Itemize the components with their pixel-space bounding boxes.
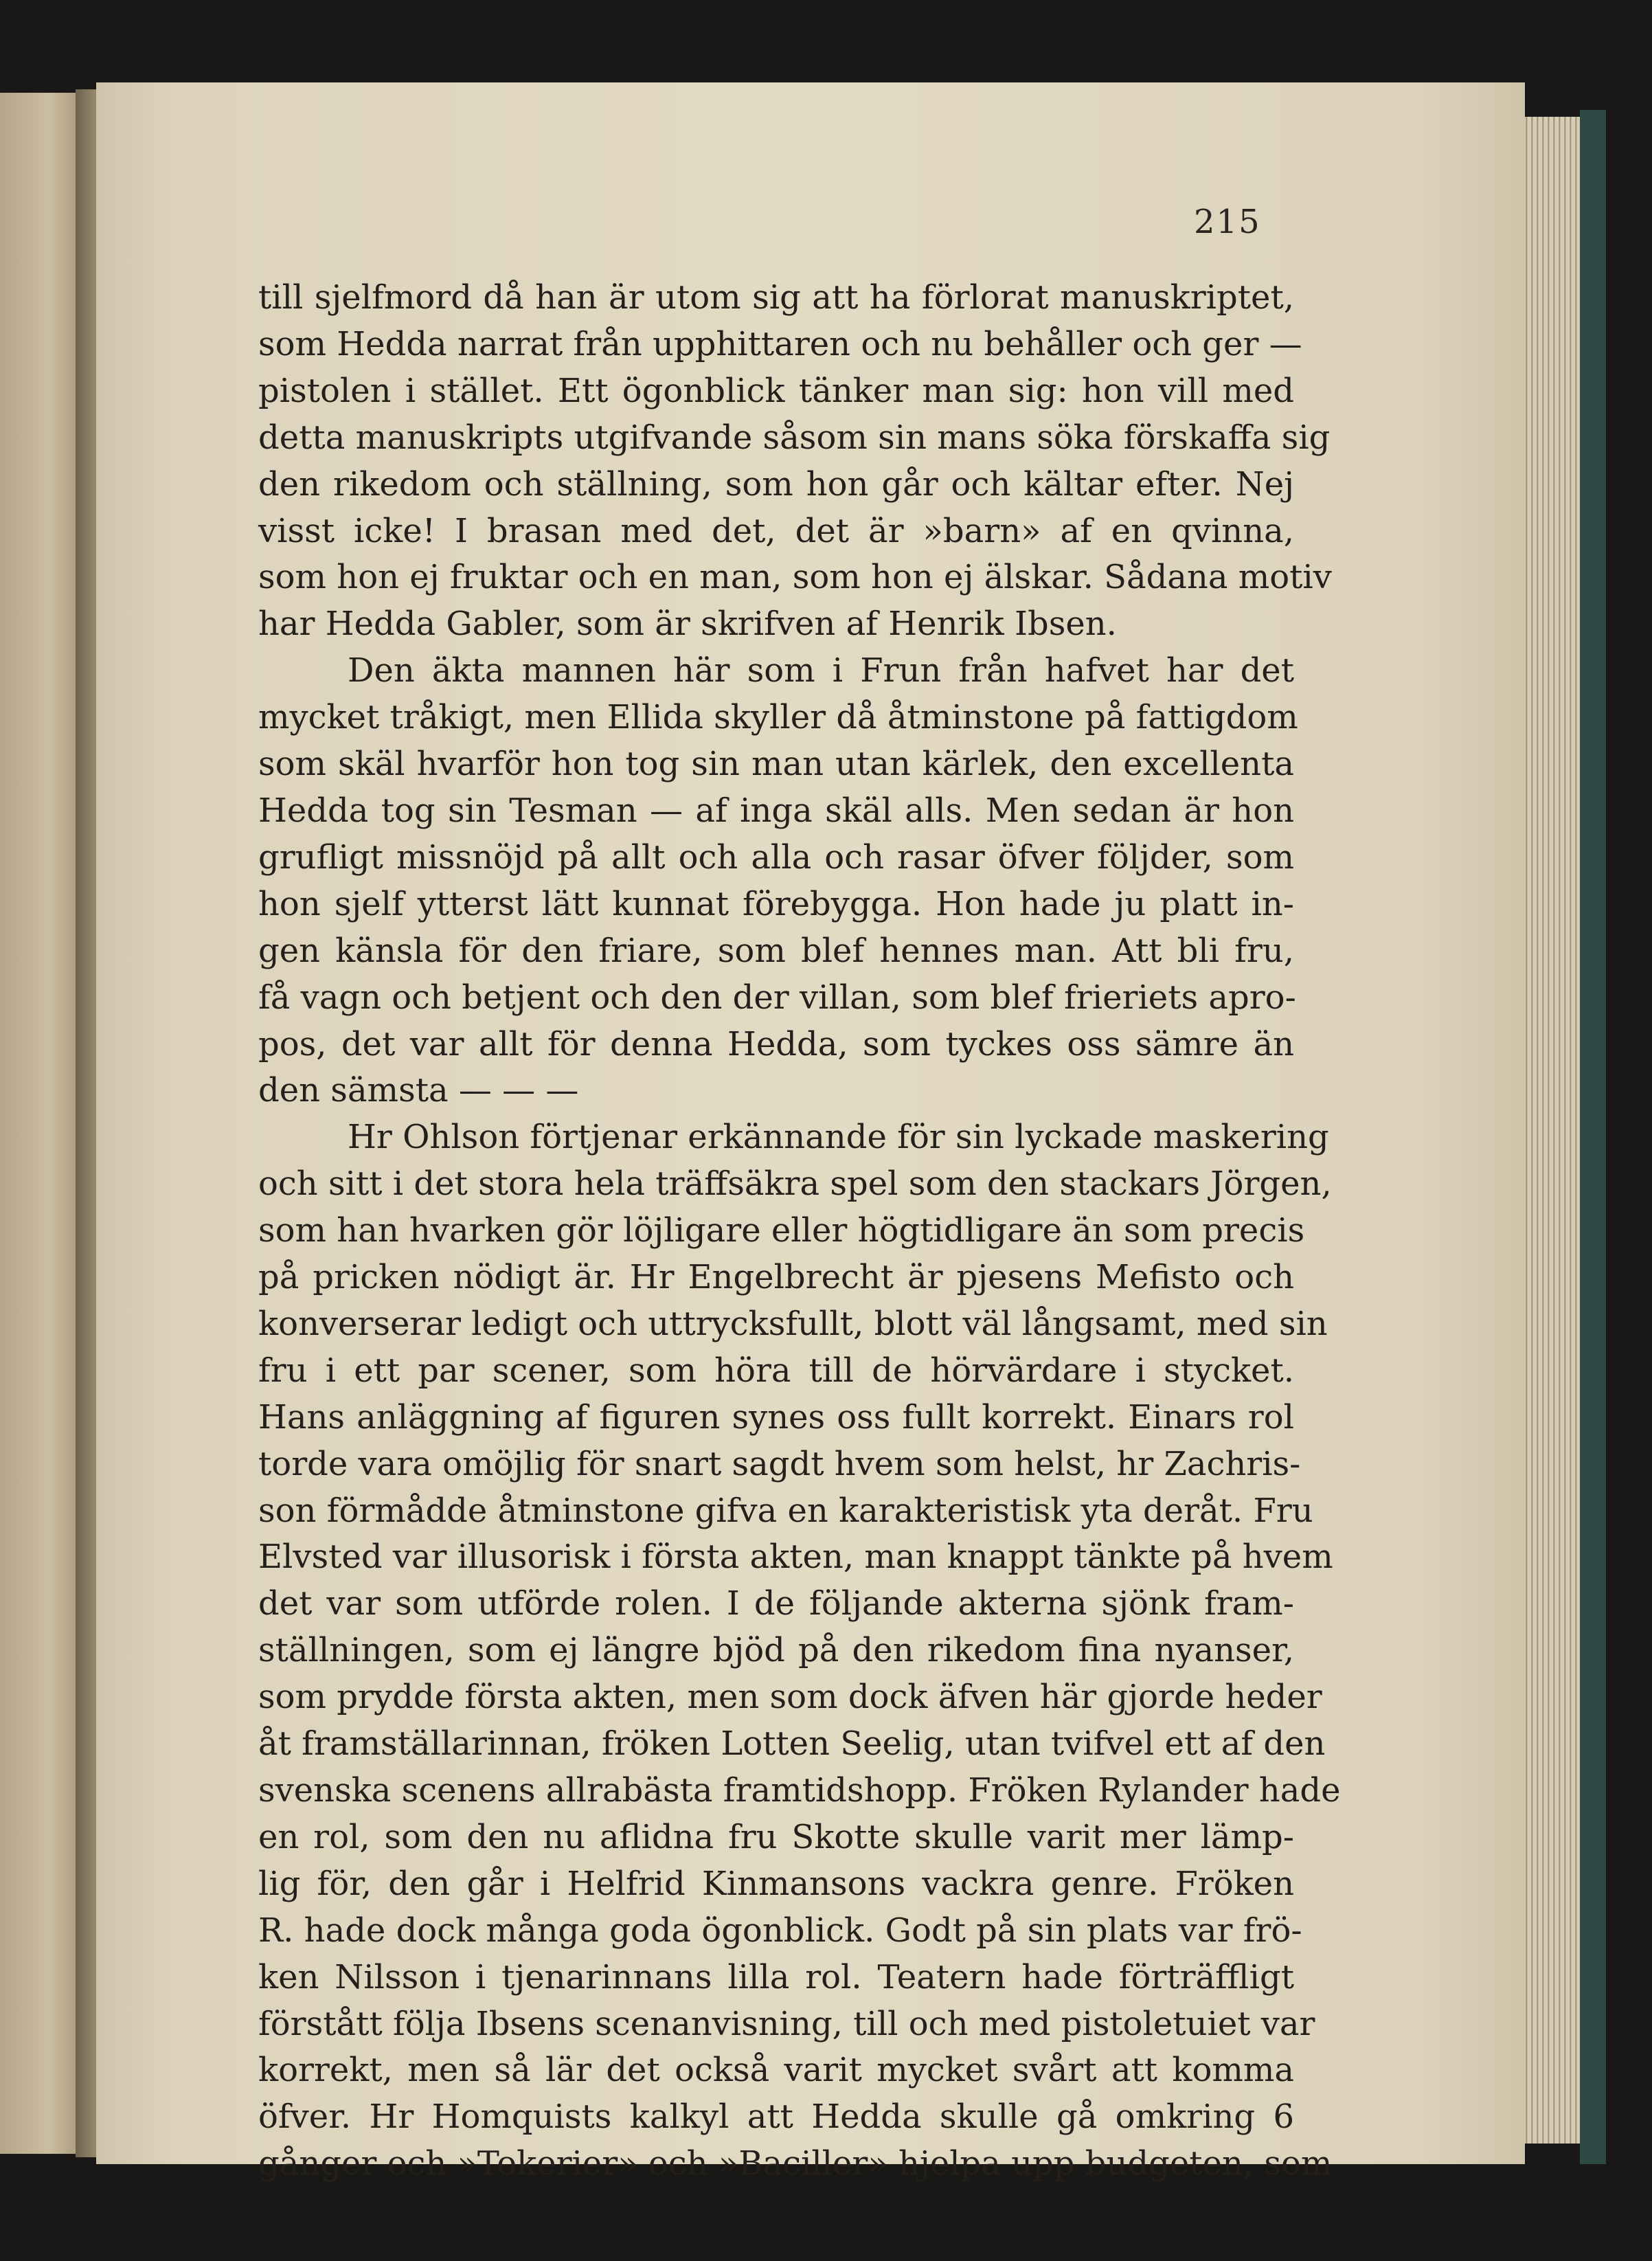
paragraph-start-line: Den äkta mannen här som i Frun från hafvet har det <box>348 651 1294 690</box>
text-line: visst icke! I brasan med det, det är »barn» af en qvinna, <box>258 511 1294 550</box>
text-line: den sämsta — — — <box>258 1071 579 1110</box>
text-line: R. hade dock många goda ögonblick. Godt på sin plats var frö- <box>258 1911 1302 1950</box>
text-line: konverserar ledigt och uttrycksfullt, blott väl långsamt, med sin <box>258 1304 1328 1343</box>
text-line: svenska scenens allrabästa framtidshopp. Fröken Rylander hade <box>258 1771 1341 1810</box>
page-number: 215 <box>1194 203 1261 241</box>
text-line: har Hedda Gabler, som är skrifven af Henrik Ibsen. <box>258 605 1117 644</box>
text-line: det var som utförde rolen. I de följande akterna sjönk fram- <box>258 1584 1294 1623</box>
text-line: som han hvarken gör löjligare eller högtidligare än som precis <box>258 1211 1305 1250</box>
text-line: hon sjelf ytterst lätt kunnat förebygga. Hon hade ju platt in- <box>258 884 1294 923</box>
text-line: Hedda tog sin Tesman — af inga skäl alls. Men sedan är hon <box>258 791 1294 830</box>
text-line: korrekt, men så lär det också varit mycket svårt att komma <box>258 2051 1294 2090</box>
text-line: åt framställarinnan, fröken Lotten Seelig, utan tvifvel ett af den <box>258 1724 1326 1764</box>
text-line: på pricken nödigt är. Hr Engelbrecht är pjesens Mefisto och <box>258 1258 1294 1297</box>
text-line: som hon ej fruktar och en man, som hon ej älskar. Sådana motiv <box>258 558 1332 597</box>
text-line: den rikedom och ställning, som hon går och kältar efter. Nej <box>258 464 1294 504</box>
text-line: torde vara omöjlig för snart sagdt hvem som helst, hr Zachris- <box>258 1444 1301 1483</box>
text-line: få vagn och betjent och den der villan, som blef frieriets apro- <box>258 978 1296 1017</box>
text-line: som skäl hvarför hon tog sin man utan kärlek, den excellenta <box>258 745 1294 784</box>
text-line: till sjelfmord då han är utom sig att ha förlorat manuskriptet, <box>258 278 1294 317</box>
text-line: som Hedda narrat från upphittaren och nu behåller och ger — <box>258 324 1302 363</box>
text-line: förstått följa Ibsens scenanvisning, till och med pistoletuiet var <box>258 2004 1315 2043</box>
text-line: grufligt missnöjd på allt och alla och rasar öfver följder, som <box>258 837 1294 877</box>
text-line: mycket tråkigt, men Ellida skyller då åtminstone på fattigdom <box>258 698 1298 737</box>
text-line: gen känsla för den friare, som blef hennes man. Att bli fru, <box>258 931 1294 970</box>
text-line: Elvsted var illusorisk i första akten, man knappt tänkte på hvem <box>258 1538 1333 1577</box>
body-text <box>258 275 1341 2187</box>
text-line: detta manuskripts utgifvande såsom sin mans söka förskaffa sig <box>258 418 1331 457</box>
paragraph-start-line: Hr Ohlson förtjenar erkännande för sin lyckade maskering <box>348 1118 1329 1157</box>
text-line: öfver. Hr Homquists kalkyl att Hedda skulle gå omkring 6 <box>258 2097 1294 2137</box>
text-line: ställningen, som ej längre bjöd på den rikedom fina nyanser, <box>258 1631 1294 1670</box>
text-line: ken Nilsson i tjenarinnans lilla rol. Teatern hade förträffligt <box>258 1957 1294 1996</box>
text-line: lig för, den går i Helfrid Kinmansons vackra genre. Fröken <box>258 1864 1294 1903</box>
text-line: gånger och »Tokerier» och »Baciller» hjelpa upp budgeten, som <box>258 2144 1333 2183</box>
text-line: son förmådde åtminstone gifva en karakteristisk yta deråt. Fru <box>258 1491 1313 1530</box>
text-line: Hans anläggning af figuren synes oss fullt korrekt. Einars rol <box>258 1397 1294 1437</box>
facing-page-edge <box>0 93 82 2154</box>
book-cover-edge <box>1580 110 1606 2164</box>
text-line: fru i ett par scener, som höra till de hörvärdare i stycket. <box>258 1351 1294 1390</box>
text-line: en rol, som den nu aflidna fru Skotte skulle varit mer lämp- <box>258 1817 1294 1856</box>
text-line: som prydde första akten, men som dock äfven här gjorde heder <box>258 1678 1322 1717</box>
text-line: och sitt i det stora hela träffsäkra spel som den stackars Jörgen, <box>258 1165 1332 1204</box>
text-line: pos, det var allt för denna Hedda, som tyckes oss sämre än <box>258 1024 1294 1064</box>
text-line: pistolen i stället. Ett ögonblick tänker man sig: hon vill med <box>258 371 1294 410</box>
